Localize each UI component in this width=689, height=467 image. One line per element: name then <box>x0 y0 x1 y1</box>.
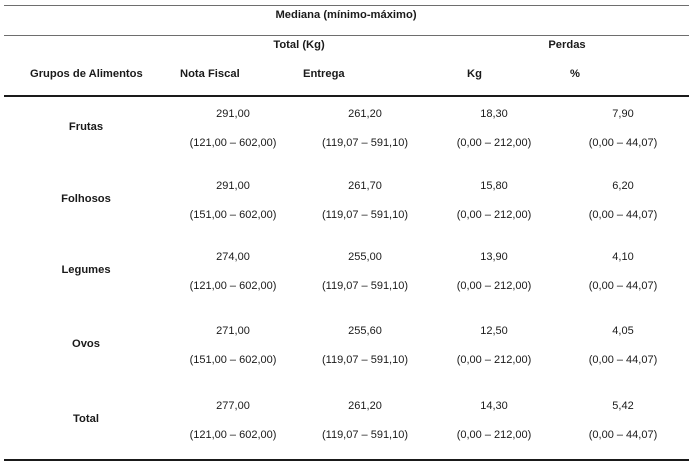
percent-range: (0,00 – 44,07) <box>588 280 658 292</box>
invoice-median: 271,00 <box>216 325 250 337</box>
invoice-range: (121,00 – 602,00) <box>189 280 277 292</box>
invoice-range: (121,00 – 602,00) <box>189 137 277 149</box>
kg-median: 12,50 <box>480 325 508 337</box>
group-header-losses: Perdas <box>548 39 586 51</box>
delivery-range: (119,07 – 591,10) <box>321 209 409 221</box>
food-group-label: Frutas <box>68 121 104 133</box>
delivery-median: 261,70 <box>348 180 382 192</box>
delivery-range: (119,07 – 591,10) <box>321 354 409 366</box>
group-header-total-kg: Total (Kg) <box>273 39 325 51</box>
food-group-label: Total <box>73 413 99 425</box>
column-header-food-group: Grupos de Alimentos <box>30 68 143 80</box>
percent-range: (0,00 – 44,07) <box>588 137 658 149</box>
food-group-label: Folhosos <box>61 193 111 205</box>
table-bottom-rule <box>4 459 689 461</box>
food-group-label: Ovos <box>72 338 100 350</box>
percent-range: (0,00 – 44,07) <box>588 209 658 221</box>
kg-range: (0,00 – 212,00) <box>456 429 532 441</box>
kg-range: (0,00 – 212,00) <box>456 354 532 366</box>
invoice-median: 291,00 <box>216 180 250 192</box>
delivery-median: 261,20 <box>348 108 382 120</box>
table-caption: Mediana (mínimo-máximo) <box>275 9 417 21</box>
percent-median: 4,05 <box>612 325 634 337</box>
percent-range: (0,00 – 44,07) <box>588 354 658 366</box>
delivery-range: (119,07 – 591,10) <box>321 137 409 149</box>
top-rule <box>4 5 689 6</box>
percent-median: 6,20 <box>612 180 634 192</box>
invoice-median: 277,00 <box>216 400 250 412</box>
header-bottom-rule <box>4 95 689 97</box>
kg-median: 15,80 <box>480 180 508 192</box>
invoice-range: (121,00 – 602,00) <box>189 429 277 441</box>
column-header-invoice: Nota Fiscal <box>180 68 240 80</box>
column-header-delivery: Entrega <box>303 68 345 80</box>
kg-range: (0,00 – 212,00) <box>456 137 532 149</box>
percent-median: 7,90 <box>612 108 634 120</box>
delivery-median: 261,20 <box>348 400 382 412</box>
percent-median: 4,10 <box>612 251 634 263</box>
delivery-range: (119,07 – 591,10) <box>321 280 409 292</box>
column-header-kg: Kg <box>467 68 482 80</box>
percent-median: 5,42 <box>612 400 634 412</box>
delivery-median: 255,00 <box>348 251 382 263</box>
kg-median: 13,90 <box>480 251 508 263</box>
food-group-label: Legumes <box>61 264 111 276</box>
invoice-median: 274,00 <box>216 251 250 263</box>
invoice-range: (151,00 – 602,00) <box>189 354 277 366</box>
invoice-median: 291,00 <box>216 108 250 120</box>
delivery-range: (119,07 – 591,10) <box>321 429 409 441</box>
percent-range: (0,00 – 44,07) <box>588 429 658 441</box>
column-header-percent: % <box>570 68 580 80</box>
caption-rule <box>4 35 689 36</box>
kg-median: 14,30 <box>480 400 508 412</box>
kg-range: (0,00 – 212,00) <box>456 209 532 221</box>
kg-median: 18,30 <box>480 108 508 120</box>
invoice-range: (151,00 – 602,00) <box>189 209 277 221</box>
kg-range: (0,00 – 212,00) <box>456 280 532 292</box>
delivery-median: 255,60 <box>348 325 382 337</box>
